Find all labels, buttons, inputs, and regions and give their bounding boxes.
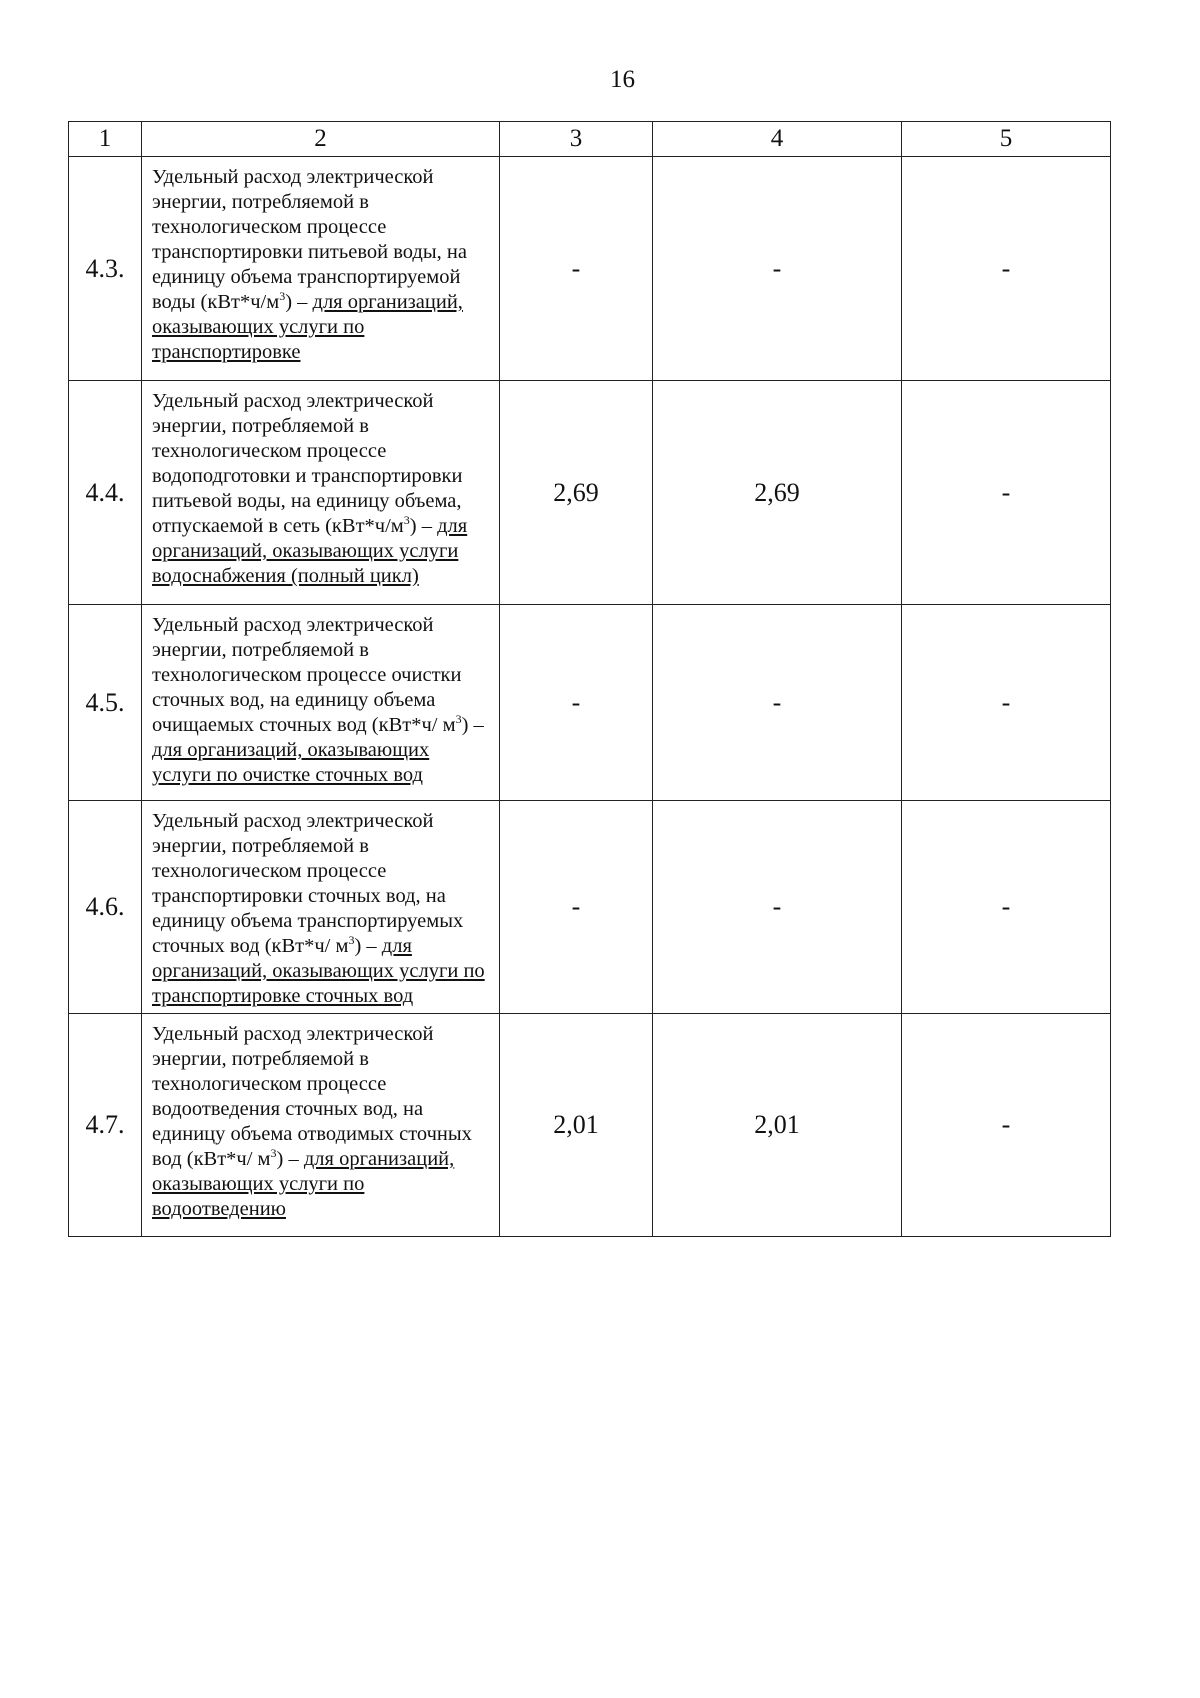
superscript: 3 [270,1146,277,1161]
value-col-3: - [500,157,653,381]
header-col-5: 5 [902,122,1111,157]
value-col-5: - [902,157,1111,381]
row-number: 4.5. [69,605,142,801]
description-underlined: для организаций, оказывающих услуги по транспортировке [152,291,463,363]
description-text-after: ) – [461,714,484,736]
table-row [69,381,1111,605]
table-row [69,1014,1111,1237]
value-col-3: 2,01 [500,1014,653,1237]
description-text: Удельный расход электрической энергии, потребляемой в технологическом процессе водоотведения сточных вод, на единицу объема отводимых сточных вод (кВт*ч/ м [152,1023,472,1170]
value-col-4: 2,69 [653,381,902,605]
value-col-4: - [653,157,902,381]
superscript: 3 [455,712,462,727]
table-row [69,801,1111,1014]
value-col-3: - [500,801,653,1014]
row-number: 4.4. [69,381,142,605]
description-underlined: для организаций, оказывающих услуги по водоотведению [152,1148,455,1220]
row-description [142,157,500,381]
row-number: 4.7. [69,1014,142,1237]
superscript: 3 [403,513,410,528]
description-underlined: для организаций, оказывающих услуги водоснабжения (полный цикл) [152,515,468,587]
description-underlined: для организаций, оказывающих услуги по транспортировке сточных вод [152,935,485,1007]
description-underlined: для организаций, оказывающих услуги по очистке сточных вод [152,739,430,786]
value-col-5: - [902,1014,1111,1237]
row-description [142,381,500,605]
superscript: 3 [279,289,286,304]
value-col-5: - [902,801,1111,1014]
description-text: Удельный расход электрической энергии, потребляемой в технологическом процессе транспортировки питьевой воды, на единицу объема транспортируемой воды (кВт*ч/м [152,166,467,313]
description-text: Удельный расход электрической энергии, потребляемой в технологическом процессе транспортировки сточных вод, на единицу объема транспортируемых сточных вод (кВт*ч/ м [152,810,464,957]
table-header-row [69,122,1111,157]
row-description [142,1014,500,1237]
description-text-after: ) – [285,291,313,313]
value-col-4: 2,01 [653,1014,902,1237]
indicators-table [68,121,1111,1237]
value-col-3: 2,69 [500,381,653,605]
page-number: 16 [610,66,635,93]
value-col-3: - [500,605,653,801]
superscript: 3 [348,933,355,948]
header-col-2: 2 [142,122,500,157]
description-text-after: ) – [276,1148,304,1170]
value-col-5: - [902,381,1111,605]
description-text-after: ) – [354,935,382,957]
header-col-3: 3 [500,122,653,157]
description-text-after: ) – [409,515,438,537]
description-text: Удельный расход электрической энергии, потребляемой в технологическом процессе водоподготовки и транспортировки питьевой воды, на единицу объема, отпускаемой в сеть (кВт*ч/м [152,390,463,537]
header-col-4: 4 [653,122,902,157]
table-row [69,605,1111,801]
value-col-5: - [902,605,1111,801]
description-text: Удельный расход электрической энергии, потребляемой в технологическом процессе очистки сточных вод, на единицу объема очищаемых сточных вод (кВт*ч/ м [152,614,462,736]
row-description [142,801,500,1014]
row-description [142,605,500,801]
header-col-1: 1 [69,122,142,157]
value-col-4: - [653,605,902,801]
value-col-4: - [653,801,902,1014]
table-row [69,157,1111,381]
row-number: 4.6. [69,801,142,1014]
row-number: 4.3. [69,157,142,381]
